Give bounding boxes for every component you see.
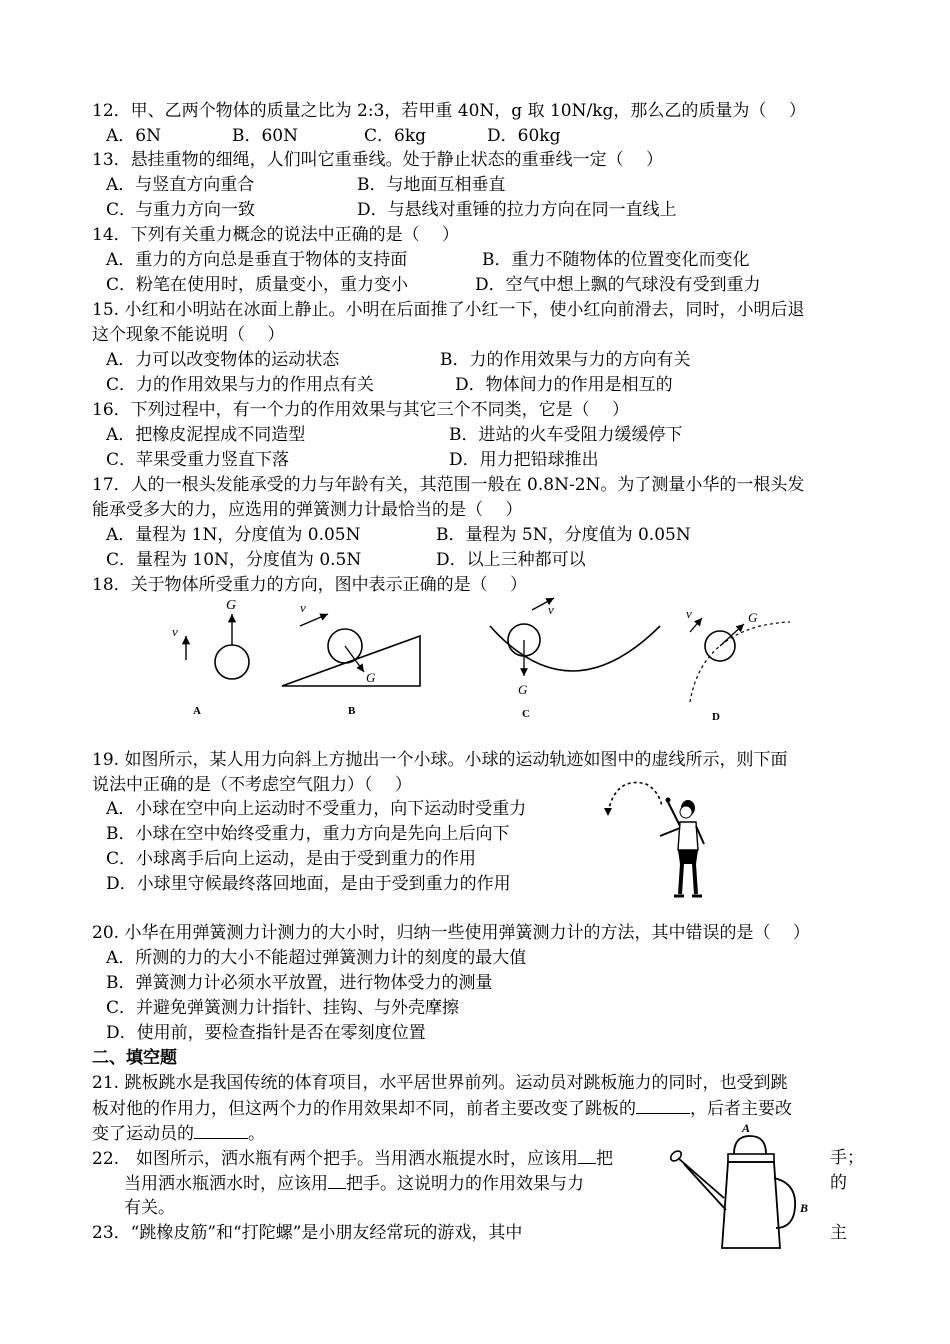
q12-option-a: A．6N [106, 126, 161, 146]
q22-line2 [124, 1172, 584, 1195]
q19-stem-line2: 说法中正确的是（不考虑空气阻力）（ ） [92, 775, 412, 795]
q18-c-g-label: G [518, 682, 528, 697]
q17-option-b: B．量程为 5N，分度值为 0.05N [436, 525, 691, 545]
q17-stem-line1: 17．人的一根头发能承受的力与年龄有关，其范围一般在 0.8N-2N。为了测量小华的一根头发 [92, 475, 805, 495]
q18-label-b: B [348, 705, 356, 717]
q14-stem: 14．下列有关重力概念的说法中正确的是（ ） [92, 225, 460, 245]
q13-option-a: A．与竖直方向重合 [106, 175, 255, 195]
q12-option-d: D．60kg [487, 126, 561, 146]
q18-diagram-c [490, 598, 660, 720]
q14-option-d: D．空气中想上飘的气球没有受到重力 [475, 275, 761, 295]
q22-label-b: B [800, 1201, 809, 1215]
q16-option-b: B．进站的火车受阻力缓缓停下 [449, 425, 683, 445]
q19-thrower-figure [596, 778, 726, 902]
q23-line1: 23．“跳橡皮筋”和“打陀螺”是小朋友经常玩的游戏，其中 [92, 1223, 523, 1243]
q14-option-b: B．重力不随物体的位置变化而变化 [482, 250, 750, 270]
q22-line2-text: 当用洒水瓶洒水时，应该用 [124, 1174, 328, 1194]
q18-b-v-label: v [300, 600, 306, 615]
q18-stem: 18．关于物体所受重力的方向，图中表示正确的是（ ） [92, 575, 528, 595]
q18-b-g-label: G [366, 670, 376, 685]
q18-a-v-label: v [172, 624, 178, 639]
q15-option-a: A．力可以改变物体的运动状态 [106, 350, 340, 370]
q21-line3 [92, 1122, 265, 1145]
q17-stem-line2: 能承受多大的力，应选用的弹簧测力计最恰当的是（ ） [92, 500, 523, 520]
q20-stem: 20. 小华在用弹簧测力计测力的大小时，归纳一些使用弹簧测力计的方法，其中错误的是（ ） [92, 923, 810, 943]
q18-a-g-label: G [226, 598, 237, 613]
q19-option-c: C．小球离手后向上运动，是由于受到重力的作用 [106, 849, 477, 869]
q22-blank-2[interactable] [328, 1172, 346, 1189]
q15-stem-line1: 15. 小红和小明站在冰面上静止。小明在后面推了小红一下，使小红向前滑去，同时，小明后退 [92, 300, 805, 320]
q20-option-b: B．弹簧测力计必须水平放置，进行物体受力的测量 [106, 973, 493, 993]
q17-option-a: A．量程为 1N，分度值为 0.05N [106, 525, 361, 545]
q21-line2-text: 板对他的作用力，但这两个力的作用效果却不同，前者主要改变了跳板的 [92, 1099, 636, 1119]
q20-option-c: C．并避免弹簧测力计指针、挂钩、与外壳摩擦 [106, 998, 460, 1018]
q18-c-v-label: v [548, 602, 554, 617]
q16-option-a: A．把橡皮泥捏成不同造型 [106, 425, 306, 445]
q16-option-c: C．苹果受重力竖直下落 [106, 450, 290, 470]
q22-line1-end: 手； [830, 1148, 864, 1168]
q20-option-d: D．使用前，要检查指针是否在零刻度位置 [106, 1023, 426, 1043]
q21-blank-2[interactable] [194, 1122, 248, 1139]
q21-line2-tail: ，后者主要改 [690, 1099, 792, 1119]
q14-option-c: C．粉笔在使用时，质量变小，重力变小 [106, 275, 409, 295]
q21-line3-tail: 。 [248, 1124, 265, 1144]
q13-option-c: C．与重力方向一致 [106, 200, 256, 220]
q17-option-c: C．量程为 10N，分度值为 0.5N [106, 550, 362, 570]
q15-option-d: D．物体间力的作用是相互的 [455, 375, 673, 395]
q21-line3-text: 变了运动员的 [92, 1124, 194, 1144]
q21-line1: 21. 跳板跳水是我国传统的体育项目，水平居世界前列。运动员对跳板施力的同时，也受到跳 [92, 1073, 788, 1093]
section-heading-fill-in: 二、填空题 [92, 1048, 177, 1068]
q18-label-a: A [193, 705, 201, 717]
q12-option-b: B．60N [232, 126, 298, 146]
q22-line1-text: 22. 如图所示，洒水瓶有两个把手。当用洒水瓶提水时，应该用 [92, 1149, 579, 1169]
q12-option-c: C．6kg [364, 126, 427, 146]
q22-line1 [92, 1147, 613, 1170]
q21-line2 [92, 1097, 792, 1120]
q18-diagram-d [686, 606, 790, 723]
q22-watering-can-figure [664, 1118, 834, 1268]
q14-option-a: A．重力的方向总是垂直于物体的支持面 [106, 250, 408, 270]
q19-option-d: D．小球里守候最终落回地面，是由于受到重力的作用 [106, 874, 511, 894]
q22-blank-1[interactable] [578, 1147, 596, 1164]
q19-option-a: A．小球在空中向上运动时不受重力，向下运动时受重力 [106, 799, 527, 819]
q18-label-c: C [522, 708, 530, 720]
q17-option-d: D．以上三种都可以 [436, 550, 586, 570]
q22-line1-tail: 把 [596, 1149, 614, 1169]
q22-line2-end: 的 [830, 1173, 847, 1193]
q18-label-d: D [712, 711, 720, 723]
q18-diagram-b [282, 600, 420, 717]
q22-line2-tail: 把手。这说明力的作用效果与力 [346, 1174, 584, 1194]
q22-line3: 有关。 [124, 1198, 175, 1218]
q18-figure [160, 596, 800, 728]
q15-option-b: B．力的作用效果与力的方向有关 [440, 350, 691, 370]
q18-diagram-a [172, 598, 249, 717]
q15-option-c: C．力的作用效果与力的作用点有关 [106, 375, 375, 395]
q19-stem-line1: 19. 如图所示，某人用力向斜上方抛出一个小球。小球的运动轨迹如图中的虚线所示，则下面 [92, 750, 788, 770]
q18-d-v-label: v [686, 606, 692, 621]
q20-option-a: A．所测的力的大小不能超过弹簧测力计的刻度的最大值 [106, 948, 527, 968]
q12-stem: 12．甲、乙两个物体的质量之比为 2:3，若甲重 40N，g 取 10N/kg，那么乙的质量为（ ） [92, 101, 806, 121]
q21-blank-1[interactable] [636, 1097, 690, 1114]
q23-line1-end: 主 [830, 1223, 847, 1243]
q16-option-d: D．用力把铅球推出 [449, 450, 599, 470]
q15-stem-line2: 这个现象不能说明（ ） [92, 325, 285, 345]
q13-stem: 13．悬挂重物的细绳，人们叫它重垂线。处于静止状态的重垂线一定（ ） [92, 150, 664, 170]
q22-label-a: A [742, 1121, 751, 1135]
q13-option-b: B．与地面互相垂直 [357, 175, 506, 195]
q13-option-d: D．与悬线对重锤的拉力方向在同一直线上 [357, 200, 677, 220]
q16-stem: 16．下列过程中，有一个力的作用效果与其它三个不同类，它是（ ） [92, 400, 630, 420]
q18-d-g-label: G [748, 610, 758, 625]
q19-option-b: B．小球在空中始终受重力，重力方向是先向上后向下 [106, 824, 510, 844]
